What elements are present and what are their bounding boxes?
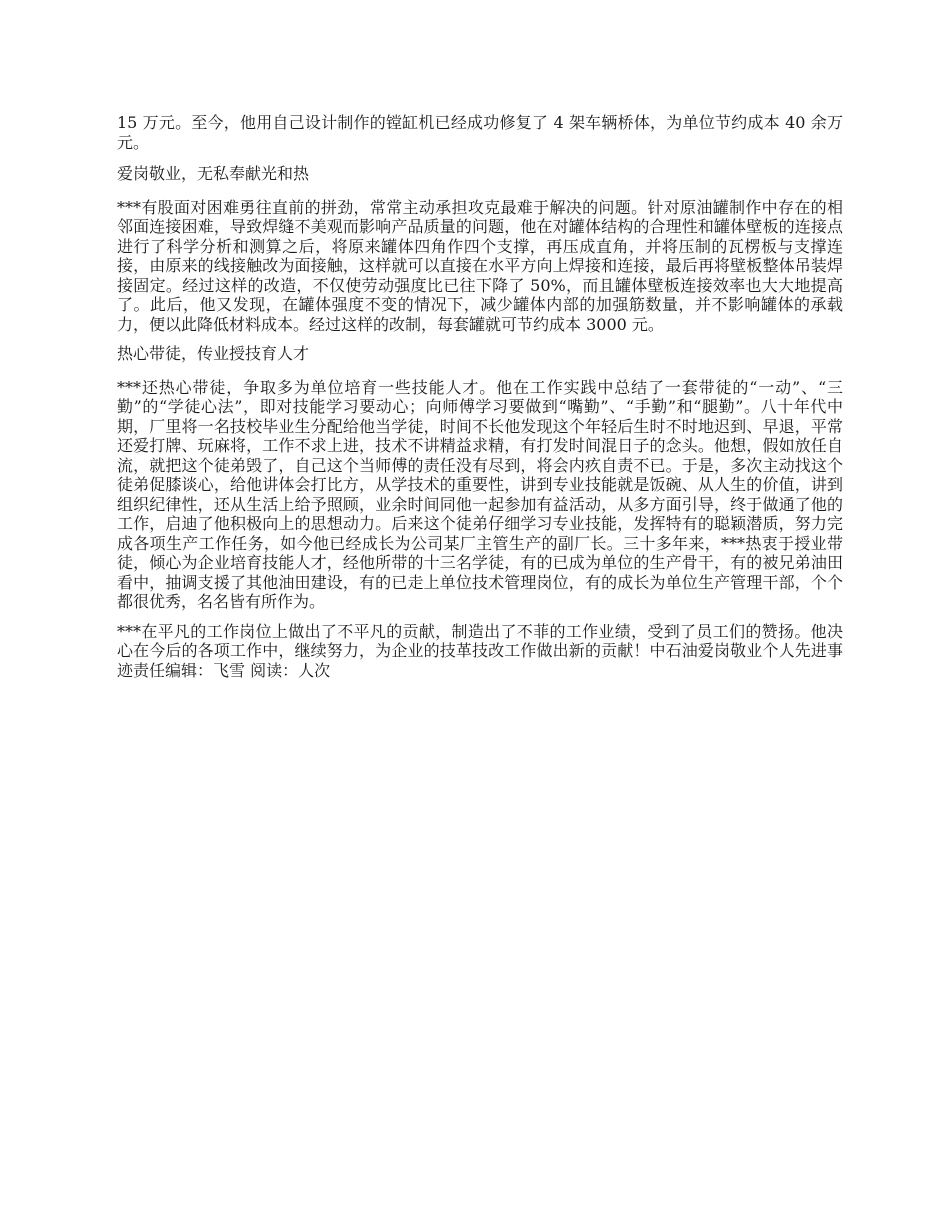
paragraph-mentoring: ***还热心带徒，争取多为单位培育一些技能人才。他在工作实践中总结了一套带徒的“一动”、“三勤”的“学徒心法”，即对技能学习要动心；向师傅学习要做到“嘴勤”、“手勤”和“腿勤”。八十年代中期，厂里将一名技校毕业生分配给他当学徒，时间不长他发现这个年轻后生时不时地迟到、早退，平常还爱打牌、玩麻将，工作不求上进，技术不讲精益求精，有打发时间混日子的念头。他想，假如放任自流，就把这个徒弟毁了，自己这个当师傅的责任没有尽到，将会内疚自责不已。于是，多次主动找这个徒弟促膝谈心，给他讲体会打比方，从学技术的重要性，讲到专业技能就是饭碗、从人生的价值，讲到组织纪律性，还从生活上给予照顾，业余时间同他一起参加有益活动，从多方面引导，终于做通了他的工作，启迪了他积极向上的思想动力。后来这个徒弟仔细学习专业技能，发挥特有的聪颖潜质，努力完成各项生产工作任务，如今他已经成长为公司某厂主管生产的副厂长。三十多年来，***热衷于授业带徒，倾心为企业培育技能人才，经他所带的十三名学徒，有的已成为单位的生产骨干，有的被兄弟油田看中，抽调支援了其他油田建设，有的已走上单位技术管理岗位，有的成长为单位生产管理干部，个个都很优秀，名名皆有所作为。: [117, 377, 843, 611]
section-heading-mentoring: 热心带徒，传业授技育人才: [117, 344, 310, 363]
paragraph-intro: 15 万元。至今，他用自己设计制作的镗缸机已经成功修复了 4 架车辆桥体，为单位节约成本 40 余万元。: [117, 113, 843, 152]
document-body: [117, 113, 843, 690]
section-heading-dedication: 爱岗敬业，无私奉献光和热: [117, 164, 310, 183]
paragraph-dedication: ***有股面对困难勇往直前的拼劲，常常主动承担攻克最难于解决的问题。针对原油罐制作中存在的相邻面连接困难，导致焊缝不美观而影响产品质量的问题，他在对罐体结构的合理性和罐体壁板的连接点进行了科学分析和测算之后，将原来罐体四角作四个支撑，再压成直角，并将压制的瓦楞板与支撑连接，由原来的线接触改为面接触，这样就可以直接在水平方向上焊接和连接，最后再将壁板整体吊装焊接固定。经过这样的改造，不仅使劳动强度比已往下降了 50%，而且罐体壁板连接效率也大大地提高了。此后，他又发现，在罐体强度不变的情况下，减少罐体内部的加强筋数量，并不影响罐体的承载力，便以此降低材料成本。经过这样的改制，每套罐就可节约成本 3000 元。: [117, 197, 843, 334]
paragraph-closing: ***在平凡的工作岗位上做出了不平凡的贡献，制造出了不菲的工作业绩，受到了员工们的赞扬。他决心在今后的各项工作中，继续努力，为企业的技革技改工作做出新的贡献！中石油爱岗敬业个人先进事迹责任编辑：飞雪 阅读：人次: [117, 621, 843, 680]
